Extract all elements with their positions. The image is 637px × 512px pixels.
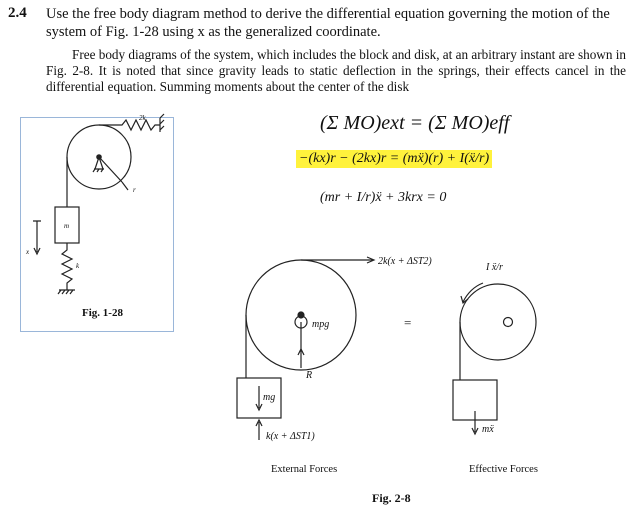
eff-force-label: mẍ <box>482 424 494 435</box>
fig-1-28-label: Fig. 1-28 <box>82 307 123 319</box>
moment-balance-equation: (Σ MO)ext = (Σ MO)eff <box>320 112 510 134</box>
result-equation: (mr + I/r)ẍ + 3krx = 0 <box>320 190 447 205</box>
fig-2-8-label: Fig. 2-8 <box>372 491 411 505</box>
effective-disk <box>460 284 536 360</box>
fig128-bottom-spring <box>62 243 72 290</box>
weight-block-label: mg <box>263 392 276 403</box>
fig128-radius-label: r <box>133 186 136 194</box>
problem-statement: Use the free body diagram method to derive the differential equation governing the motion of the system of Fig. 1-28 using x as the generalized coordinate. <box>46 6 610 40</box>
reaction-label: R <box>306 370 313 381</box>
fig128-mass-label: m <box>64 222 70 230</box>
problem-number: 2.4 <box>8 5 27 21</box>
spring-force-top-label: 2k(x + ΔST2) <box>378 256 432 267</box>
expanded-equation-highlighted: −(kx)r − (2kx)r = (mẍ)(r) + I(ẍ/r) <box>296 150 492 168</box>
solution-paragraph: Free body diagrams of the system, which includes the block and disk, at an arbitrary instant are shown in Fig. 2-8. It is noted that since gravity leads to static deflection in the springs, their effects cancel in the differential equation. Summing moments about the center of the disk <box>46 47 626 94</box>
fig128-coord-label: x <box>26 248 30 256</box>
weight-disk-label: mpg <box>312 319 330 330</box>
spring-force-bottom-label: k(x + ΔST1) <box>266 431 315 442</box>
fig128-top-spring <box>99 120 160 130</box>
equals-sign: = <box>404 315 412 330</box>
fig128-spring-bottom-label: k <box>76 262 80 270</box>
effective-forces-caption: Effective Forces <box>469 464 538 475</box>
external-forces-caption: External Forces <box>271 464 338 475</box>
inertia-term-label: I ẍ/r <box>486 262 503 273</box>
fig128-spring-top-label: 2k <box>139 114 146 122</box>
